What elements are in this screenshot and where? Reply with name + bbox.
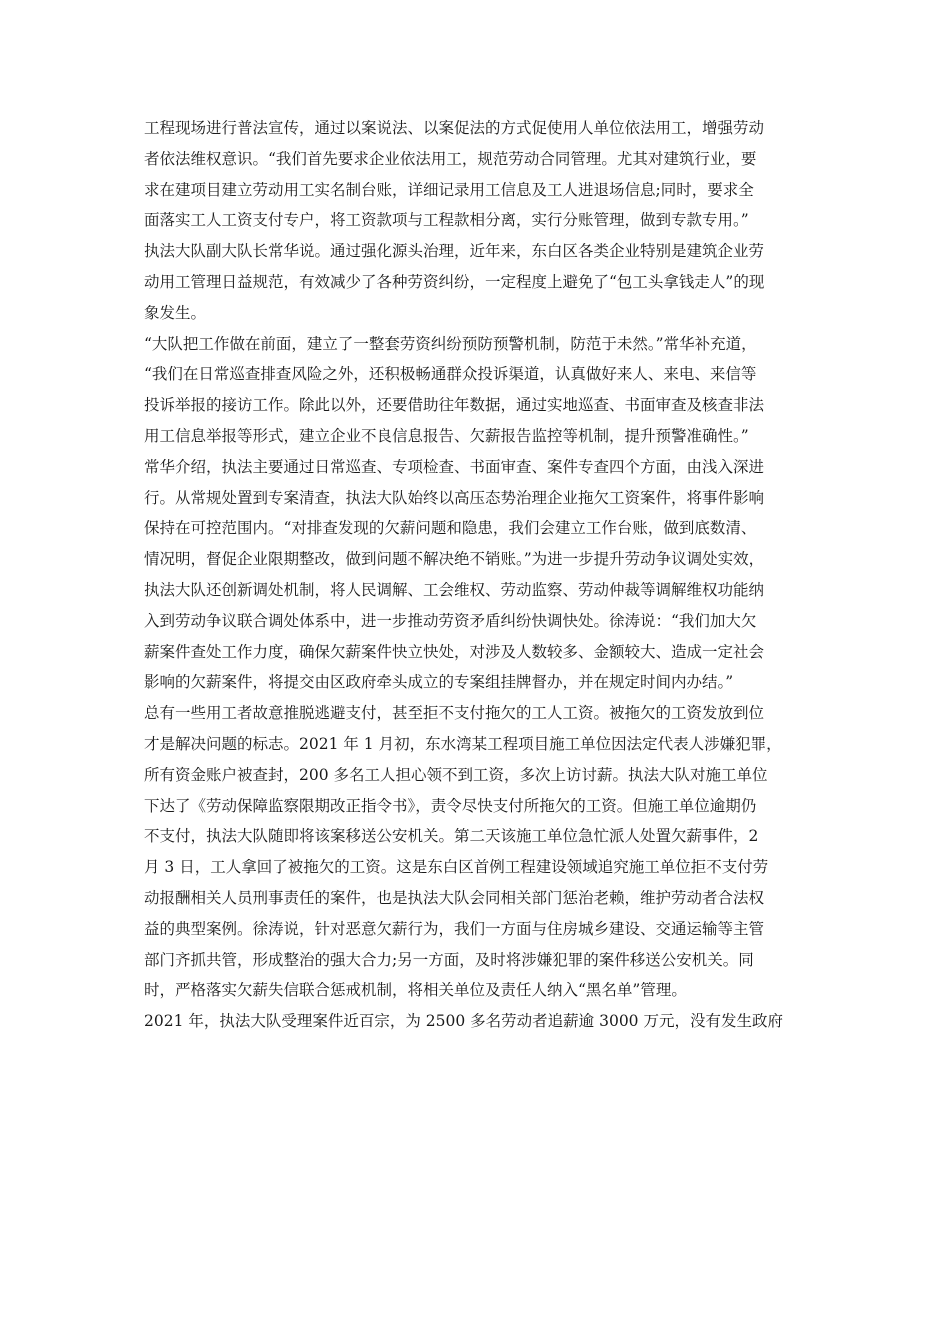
text-line: 动用工管理日益规范，有效减少了各种劳资纠纷，一定程度上避免了“包工头拿钱走人”的现: [144, 272, 765, 291]
text-line: 情况明，督促企业限期整改，做到问题不解决绝不销账。”为进一步提升劳动争议调处实效，: [144, 550, 765, 569]
text-line: 时，严格落实欠薪失信联合惩戒机制，将相关单位及责任人纳入“黑名单”管理。: [144, 981, 687, 1000]
text-line: 所有资金账户被查封，200 多名工人担心领不到工资，多次上访讨薪。执法大队对施工单位: [144, 765, 768, 784]
text-line: 工程现场进行普法宣传，通过以案说法、以案促法的方式促使用人单位依法用工，增强劳动: [144, 119, 765, 137]
text-line: 不支付，执法大队随即将该案移送公安机关。第二天该施工单位急忙派人处置欠薪事件，2: [144, 827, 759, 846]
text-line: “我们在日常巡查排查风险之外，还积极畅通群众投诉渠道，认真做好来人、来电、来信等: [144, 365, 757, 384]
text-line: 月 3 日，工人拿回了被拖欠的工资。这是东白区首例工程建设领域追究施工单位拒不支付劳: [144, 858, 769, 877]
text-line: 面落实工人工资支付专户，将工资款项与工程款相分离，实行分账管理，做到专款专用。”: [144, 211, 749, 230]
text-line: 薪案件查处工作力度，确保欠薪案件快立快处，对涉及人数较多、金额较大、造成一定社会: [144, 642, 765, 661]
text-line: 下达了《劳动保障监察限期改正指令书》，责令尽快支付所拖欠的工资。但施工单位逾期仍: [144, 796, 757, 815]
text-line: 才是解决问题的标志。2021 年 1 月初，东水湾某工程项目施工单位因法定代表人涉嫌犯罪，: [144, 734, 782, 753]
text-line: 者依法维权意识。“我们首先要求企业依法用工，规范劳动合同管理。尤其对建筑行业，要: [144, 149, 757, 168]
text-line: 动报酬相关人员刑事责任的案件，也是执法大队会同相关部门惩治老赖，维护劳动者合法权: [144, 888, 765, 907]
text-line: 保持在可控范围内。“对排查发现的欠薪问题和隐患，我们会建立工作台账，做到底数清、: [144, 519, 757, 538]
text-line: 部门齐抓共管，形成整治的强大合力;另一方面，及时将涉嫌犯罪的案件移送公安机关。同: [144, 950, 754, 969]
text-line: 益的典型案例。徐涛说，针对恶意欠薪行为，我们一方面与住房城乡建设、交通运输等主管: [144, 919, 765, 938]
text-line: 影响的欠薪案件，将提交由区政府牵头成立的专案组挂牌督办，并在规定时间内办结。”: [144, 673, 734, 692]
text-line: 行。从常规处置到专案清查，执法大队始终以高压态势治理企业拖欠工资案件，将事件影响: [144, 488, 765, 507]
text-line: 执法大队还创新调处机制，将人民调解、工会维权、劳动监察、劳动仲裁等调解维权功能纳: [144, 580, 765, 599]
text-line: 投诉举报的接访工作。除此以外，还要借助往年数据，通过实地巡查、书面审查及核查非法: [144, 396, 765, 415]
paragraph-2: [144, 329, 830, 699]
text-line: 常华介绍，执法主要通过日常巡查、专项检查、书面审查、案件专查四个方面，由浅入深进: [144, 457, 765, 476]
text-line: 象发生。: [144, 303, 207, 322]
text-line: 入到劳动争议联合调处体系中，进一步推动劳资矛盾纠纷快调快处。徐涛说：“我们加大欠: [144, 611, 757, 630]
article-body: [144, 113, 830, 1037]
paragraph-1: [144, 113, 830, 329]
text-line: 总有一些用工者故意推脱逃避支付，甚至拒不支付拖欠的工人工资。被拖欠的工资发放到位: [144, 704, 765, 723]
text-line: 2021 年，执法大队受理案件近百宗，为 2500 多名劳动者追薪逾 3000 万元，没有发生政府: [144, 1012, 783, 1031]
text-line: “大队把工作做在前面，建立了一整套劳资纠纷预防预警机制，防范于未然。”常华补充道，: [144, 334, 757, 353]
text-line: 用工信息举报等形式，建立企业不良信息报告、欠薪报告监控等机制，提升预警准确性。”: [144, 426, 749, 445]
text-line: 求在建项目建立劳动用工实名制台账，详细记录用工信息及工人进退场信息;同时，要求全: [144, 180, 754, 199]
paragraph-3: [144, 698, 830, 1006]
paragraph-4: [144, 1006, 830, 1037]
text-line: 执法大队副大队长常华说。通过强化源头治理，近年来，东白区各类企业特别是建筑企业劳: [144, 242, 765, 261]
